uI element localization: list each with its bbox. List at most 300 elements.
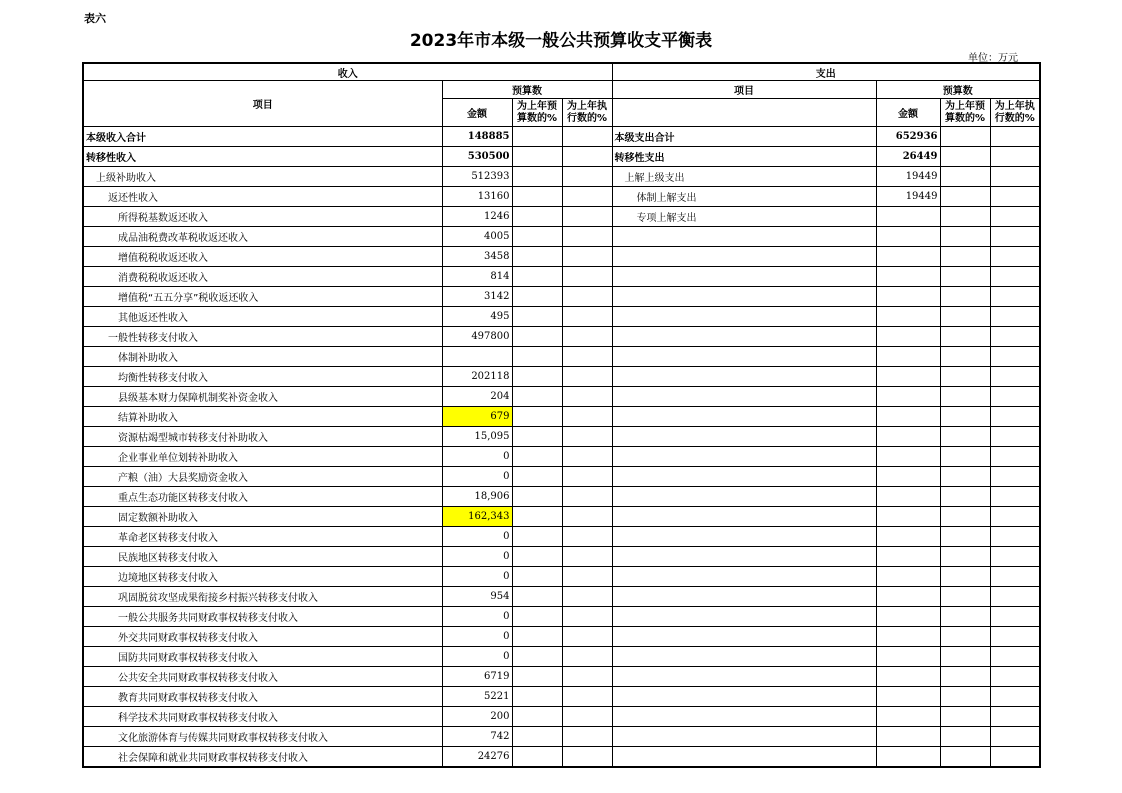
expense-pct-prev-exec bbox=[990, 627, 1040, 647]
income-pct-prev-exec bbox=[562, 707, 612, 727]
expense-item-name bbox=[612, 667, 876, 687]
expense-pct-prev-budget bbox=[940, 747, 990, 768]
income-pct-prev-exec bbox=[562, 227, 612, 247]
table-row bbox=[83, 547, 1040, 567]
income-pct-prev-exec bbox=[562, 727, 612, 747]
table-row bbox=[83, 127, 1040, 147]
expense-pct-prev-budget bbox=[940, 587, 990, 607]
income-item-name: 成品油税费改革税收返还收入 bbox=[83, 227, 442, 247]
expense-pct-prev-budget bbox=[940, 407, 990, 427]
expense-item-amount bbox=[876, 647, 940, 667]
income-pct-prev-exec bbox=[562, 687, 612, 707]
income-item-name: 民族地区转移支付收入 bbox=[83, 547, 442, 567]
income-item-amount: 6719 bbox=[442, 667, 512, 687]
expense-pct-prev-budget bbox=[940, 467, 990, 487]
income-pct-prev-exec bbox=[562, 667, 612, 687]
budget-balance-table bbox=[82, 62, 1041, 768]
expense-item-amount bbox=[876, 547, 940, 567]
expense-item-amount bbox=[876, 447, 940, 467]
expense-pct-prev-budget bbox=[940, 347, 990, 367]
expense-pct-prev-exec bbox=[990, 607, 1040, 627]
expense-pct-prev-exec-header: 为上年执行数的% bbox=[990, 99, 1040, 127]
expense-item-amount bbox=[876, 607, 940, 627]
expense-item-name bbox=[612, 527, 876, 547]
income-pct-prev-budget-header: 为上年预算数的% bbox=[512, 99, 562, 127]
table-row bbox=[83, 507, 1040, 527]
expense-item-name: 体制上解支出 bbox=[612, 187, 876, 207]
income-pct-prev-budget bbox=[512, 607, 562, 627]
table-row bbox=[83, 407, 1040, 427]
income-item-amount bbox=[442, 347, 512, 367]
income-pct-prev-exec bbox=[562, 647, 612, 667]
expense-pct-prev-budget bbox=[940, 367, 990, 387]
table-row bbox=[83, 667, 1040, 687]
expense-item-name bbox=[612, 287, 876, 307]
income-pct-prev-exec bbox=[562, 447, 612, 467]
income-item-amount: 15,095 bbox=[442, 427, 512, 447]
income-item-name: 革命老区转移支付收入 bbox=[83, 527, 442, 547]
income-pct-prev-exec bbox=[562, 187, 612, 207]
expense-pct-prev-budget bbox=[940, 427, 990, 447]
expense-item-name bbox=[612, 487, 876, 507]
income-pct-prev-exec bbox=[562, 587, 612, 607]
income-item-name: 巩固脱贫攻坚成果衔接乡村振兴转移支付收入 bbox=[83, 587, 442, 607]
expense-item-name bbox=[612, 407, 876, 427]
expense-item-amount bbox=[876, 667, 940, 687]
expense-pct-prev-exec bbox=[990, 527, 1040, 547]
income-pct-prev-exec bbox=[562, 567, 612, 587]
income-item-name: 外交共同财政事权转移支付收入 bbox=[83, 627, 442, 647]
income-item-name: 文化旅游体育与传媒共同财政事权转移支付收入 bbox=[83, 727, 442, 747]
unit-label: 单位：万元 bbox=[968, 53, 1018, 64]
income-pct-prev-budget bbox=[512, 167, 562, 187]
income-group-header: 收入 bbox=[83, 63, 612, 81]
income-item-amount: 202118 bbox=[442, 367, 512, 387]
income-pct-prev-budget bbox=[512, 267, 562, 287]
expense-pct-prev-exec bbox=[990, 207, 1040, 227]
table-row bbox=[83, 227, 1040, 247]
table-row bbox=[83, 247, 1040, 267]
income-item-amount: 1246 bbox=[442, 207, 512, 227]
table-row bbox=[83, 367, 1040, 387]
expense-pct-prev-exec bbox=[990, 127, 1040, 147]
income-item-name: 国防共同财政事权转移支付收入 bbox=[83, 647, 442, 667]
income-item-amount: 24276 bbox=[442, 747, 512, 768]
expense-item-name bbox=[612, 387, 876, 407]
expense-pct-prev-exec bbox=[990, 227, 1040, 247]
expense-item-amount bbox=[876, 207, 940, 227]
income-pct-prev-budget bbox=[512, 727, 562, 747]
income-pct-prev-budget bbox=[512, 587, 562, 607]
income-item-name: 返还性收入 bbox=[83, 187, 442, 207]
expense-pct-prev-budget bbox=[940, 387, 990, 407]
expense-item-name bbox=[612, 447, 876, 467]
income-item-amount: 3142 bbox=[442, 287, 512, 307]
income-pct-prev-exec bbox=[562, 627, 612, 647]
income-item-name: 结算补助收入 bbox=[83, 407, 442, 427]
expense-group-header: 支出 bbox=[612, 63, 1040, 81]
expense-pct-prev-budget bbox=[940, 267, 990, 287]
expense-pct-prev-exec bbox=[990, 567, 1040, 587]
income-pct-prev-exec bbox=[562, 367, 612, 387]
expense-pct-prev-exec bbox=[990, 467, 1040, 487]
income-item-amount: 200 bbox=[442, 707, 512, 727]
income-item-header: 项目 bbox=[83, 81, 442, 127]
income-pct-prev-exec bbox=[562, 547, 612, 567]
expense-item-amount bbox=[876, 407, 940, 427]
expense-pct-prev-exec bbox=[990, 447, 1040, 467]
income-item-name: 企业事业单位划转补助收入 bbox=[83, 447, 442, 467]
income-item-name: 资源枯竭型城市转移支付补助收入 bbox=[83, 427, 442, 447]
income-pct-prev-exec bbox=[562, 127, 612, 147]
income-pct-prev-exec bbox=[562, 247, 612, 267]
income-pct-prev-exec bbox=[562, 327, 612, 347]
income-item-amount: 742 bbox=[442, 727, 512, 747]
income-item-amount: 0 bbox=[442, 527, 512, 547]
expense-item-name bbox=[612, 747, 876, 768]
table-row bbox=[83, 567, 1040, 587]
income-amount-header: 金额 bbox=[442, 99, 512, 127]
income-pct-prev-budget bbox=[512, 247, 562, 267]
expense-item-name bbox=[612, 367, 876, 387]
expense-item-amount bbox=[876, 627, 940, 647]
table-row bbox=[83, 727, 1040, 747]
expense-pct-prev-exec bbox=[990, 387, 1040, 407]
expense-pct-prev-budget bbox=[940, 647, 990, 667]
expense-item-amount bbox=[876, 747, 940, 768]
expense-item-amount: 26449 bbox=[876, 147, 940, 167]
expense-item-name bbox=[612, 307, 876, 327]
income-pct-prev-exec bbox=[562, 407, 612, 427]
expense-item-name bbox=[612, 707, 876, 727]
income-pct-prev-budget bbox=[512, 127, 562, 147]
table-row bbox=[83, 187, 1040, 207]
expense-pct-prev-exec bbox=[990, 507, 1040, 527]
income-pct-prev-budget bbox=[512, 627, 562, 647]
table-row bbox=[83, 467, 1040, 487]
income-pct-prev-budget bbox=[512, 567, 562, 587]
expense-pct-prev-exec bbox=[990, 147, 1040, 167]
income-pct-prev-exec bbox=[562, 167, 612, 187]
income-pct-prev-budget bbox=[512, 687, 562, 707]
income-item-amount: 530500 bbox=[442, 147, 512, 167]
income-pct-prev-exec bbox=[562, 607, 612, 627]
expense-pct-prev-budget-header: 为上年预算数的% bbox=[940, 99, 990, 127]
income-pct-prev-budget bbox=[512, 347, 562, 367]
expense-item-amount bbox=[876, 367, 940, 387]
expense-pct-prev-exec bbox=[990, 687, 1040, 707]
income-item-amount: 814 bbox=[442, 267, 512, 287]
expense-pct-prev-exec bbox=[990, 167, 1040, 187]
income-item-amount: 0 bbox=[442, 627, 512, 647]
expense-pct-prev-budget bbox=[940, 127, 990, 147]
expense-pct-prev-exec bbox=[990, 287, 1040, 307]
table-row bbox=[83, 307, 1040, 327]
expense-amount-header: 金额 bbox=[876, 99, 940, 127]
table-row bbox=[83, 267, 1040, 287]
income-pct-prev-budget bbox=[512, 307, 562, 327]
expense-pct-prev-budget bbox=[940, 727, 990, 747]
expense-item-amount bbox=[876, 467, 940, 487]
expense-pct-prev-budget bbox=[940, 687, 990, 707]
table-row bbox=[83, 587, 1040, 607]
income-pct-prev-budget bbox=[512, 527, 562, 547]
expense-pct-prev-budget bbox=[940, 287, 990, 307]
expense-pct-prev-budget bbox=[940, 167, 990, 187]
income-item-name: 转移性收入 bbox=[83, 147, 442, 167]
income-pct-prev-exec bbox=[562, 507, 612, 527]
income-item-name: 固定数额补助收入 bbox=[83, 507, 442, 527]
expense-item-name bbox=[612, 467, 876, 487]
expense-item-subheader bbox=[612, 99, 876, 127]
table-row bbox=[83, 447, 1040, 467]
income-pct-prev-budget bbox=[512, 207, 562, 227]
income-pct-prev-budget bbox=[512, 407, 562, 427]
expense-pct-prev-exec bbox=[990, 247, 1040, 267]
expense-item-amount bbox=[876, 567, 940, 587]
table-row bbox=[83, 687, 1040, 707]
income-pct-prev-exec bbox=[562, 287, 612, 307]
income-item-name: 科学技术共同财政事权转移支付收入 bbox=[83, 707, 442, 727]
income-pct-prev-exec bbox=[562, 147, 612, 167]
expense-item-amount bbox=[876, 247, 940, 267]
income-item-name: 消费税税收返还收入 bbox=[83, 267, 442, 287]
table-row bbox=[83, 147, 1040, 167]
income-pct-prev-exec bbox=[562, 467, 612, 487]
income-pct-prev-exec bbox=[562, 527, 612, 547]
expense-item-name: 上解上级支出 bbox=[612, 167, 876, 187]
expense-pct-prev-exec bbox=[990, 367, 1040, 387]
expense-pct-prev-budget bbox=[940, 227, 990, 247]
income-item-name: 县级基本财力保障机制奖补资金收入 bbox=[83, 387, 442, 407]
income-pct-prev-budget bbox=[512, 327, 562, 347]
income-pct-prev-exec-header: 为上年执行数的% bbox=[562, 99, 612, 127]
expense-item-amount bbox=[876, 707, 940, 727]
expense-pct-prev-budget bbox=[940, 187, 990, 207]
income-item-name: 一般性转移支付收入 bbox=[83, 327, 442, 347]
expense-pct-prev-exec bbox=[990, 667, 1040, 687]
income-item-name: 教育共同财政事权转移支付收入 bbox=[83, 687, 442, 707]
expense-pct-prev-exec bbox=[990, 647, 1040, 667]
income-item-amount: 495 bbox=[442, 307, 512, 327]
expense-pct-prev-exec bbox=[990, 347, 1040, 367]
income-item-amount: 0 bbox=[442, 567, 512, 587]
income-item-amount: 679 bbox=[442, 407, 512, 427]
income-pct-prev-budget bbox=[512, 387, 562, 407]
page-title: 2023年市本级一般公共预算收支平衡表 bbox=[409, 31, 713, 51]
income-pct-prev-budget bbox=[512, 707, 562, 727]
expense-pct-prev-exec bbox=[990, 547, 1040, 567]
income-item-amount: 204 bbox=[442, 387, 512, 407]
expense-pct-prev-exec bbox=[990, 307, 1040, 327]
income-item-amount: 162,343 bbox=[442, 507, 512, 527]
expense-item-header: 项目 bbox=[612, 81, 876, 99]
table-row bbox=[83, 647, 1040, 667]
table-row bbox=[83, 207, 1040, 227]
income-item-name: 增值税税收返还收入 bbox=[83, 247, 442, 267]
expense-item-amount bbox=[876, 287, 940, 307]
income-pct-prev-budget bbox=[512, 467, 562, 487]
income-pct-prev-budget bbox=[512, 447, 562, 467]
income-item-name: 社会保障和就业共同财政事权转移支付收入 bbox=[83, 747, 442, 768]
income-item-name: 边境地区转移支付收入 bbox=[83, 567, 442, 587]
income-item-amount: 4005 bbox=[442, 227, 512, 247]
expense-item-name bbox=[612, 647, 876, 667]
income-item-amount: 0 bbox=[442, 467, 512, 487]
expense-pct-prev-budget bbox=[940, 507, 990, 527]
table-row bbox=[83, 387, 1040, 407]
expense-item-amount bbox=[876, 227, 940, 247]
expense-item-name bbox=[612, 607, 876, 627]
expense-item-amount bbox=[876, 307, 940, 327]
expense-pct-prev-exec bbox=[990, 727, 1040, 747]
income-item-name: 公共安全共同财政事权转移支付收入 bbox=[83, 667, 442, 687]
expense-item-amount bbox=[876, 347, 940, 367]
expense-item-name: 本级支出合计 bbox=[612, 127, 876, 147]
expense-pct-prev-exec bbox=[990, 267, 1040, 287]
income-pct-prev-exec bbox=[562, 747, 612, 768]
income-item-amount: 5221 bbox=[442, 687, 512, 707]
expense-item-amount bbox=[876, 507, 940, 527]
table-row bbox=[83, 427, 1040, 447]
expense-pct-prev-budget bbox=[940, 527, 990, 547]
income-pct-prev-budget bbox=[512, 147, 562, 167]
table-row bbox=[83, 607, 1040, 627]
expense-pct-prev-budget bbox=[940, 707, 990, 727]
income-pct-prev-budget bbox=[512, 427, 562, 447]
expense-item-name bbox=[612, 247, 876, 267]
expense-pct-prev-exec bbox=[990, 707, 1040, 727]
expense-pct-prev-exec bbox=[990, 487, 1040, 507]
expense-item-amount bbox=[876, 727, 940, 747]
income-item-amount: 148885 bbox=[442, 127, 512, 147]
table-row bbox=[83, 327, 1040, 347]
income-pct-prev-exec bbox=[562, 387, 612, 407]
income-item-amount: 0 bbox=[442, 447, 512, 467]
table-row bbox=[83, 287, 1040, 307]
expense-item-name: 转移性支出 bbox=[612, 147, 876, 167]
expense-item-name bbox=[612, 347, 876, 367]
expense-item-amount bbox=[876, 387, 940, 407]
income-pct-prev-budget bbox=[512, 287, 562, 307]
expense-budget-header: 预算数 bbox=[876, 81, 1040, 99]
expense-item-amount bbox=[876, 687, 940, 707]
expense-item-name: 专项上解支出 bbox=[612, 207, 876, 227]
income-item-amount: 13160 bbox=[442, 187, 512, 207]
income-item-name: 本级收入合计 bbox=[83, 127, 442, 147]
income-item-name: 增值税“五五分享”税收返还收入 bbox=[83, 287, 442, 307]
expense-pct-prev-exec bbox=[990, 327, 1040, 347]
income-item-amount: 0 bbox=[442, 647, 512, 667]
expense-pct-prev-budget bbox=[940, 247, 990, 267]
income-pct-prev-budget bbox=[512, 227, 562, 247]
table-row bbox=[83, 707, 1040, 727]
expense-pct-prev-budget bbox=[940, 627, 990, 647]
income-item-amount: 512393 bbox=[442, 167, 512, 187]
expense-pct-prev-budget bbox=[940, 567, 990, 587]
table-row bbox=[83, 167, 1040, 187]
expense-item-name bbox=[612, 687, 876, 707]
expense-pct-prev-budget bbox=[940, 547, 990, 567]
expense-item-amount: 652936 bbox=[876, 127, 940, 147]
table-row bbox=[83, 747, 1040, 768]
expense-item-amount bbox=[876, 487, 940, 507]
income-pct-prev-budget bbox=[512, 747, 562, 768]
expense-item-amount bbox=[876, 587, 940, 607]
income-item-amount: 3458 bbox=[442, 247, 512, 267]
table-row bbox=[83, 347, 1040, 367]
income-item-amount: 18,906 bbox=[442, 487, 512, 507]
expense-pct-prev-budget bbox=[940, 307, 990, 327]
income-item-name: 一般公共服务共同财政事权转移支付收入 bbox=[83, 607, 442, 627]
expense-item-amount: 19449 bbox=[876, 187, 940, 207]
income-item-amount: 497800 bbox=[442, 327, 512, 347]
income-pct-prev-budget bbox=[512, 187, 562, 207]
table-row bbox=[83, 627, 1040, 647]
expense-item-name bbox=[612, 507, 876, 527]
expense-item-name bbox=[612, 267, 876, 287]
expense-pct-prev-exec bbox=[990, 747, 1040, 768]
sheet-label: 表六 bbox=[84, 12, 106, 25]
expense-item-name bbox=[612, 727, 876, 747]
expense-pct-prev-budget bbox=[940, 207, 990, 227]
table-row bbox=[83, 527, 1040, 547]
expense-item-amount bbox=[876, 527, 940, 547]
expense-item-amount: 19449 bbox=[876, 167, 940, 187]
income-budget-header: 预算数 bbox=[442, 81, 612, 99]
expense-pct-prev-budget bbox=[940, 447, 990, 467]
income-item-amount: 954 bbox=[442, 587, 512, 607]
income-pct-prev-budget bbox=[512, 367, 562, 387]
income-item-name: 所得税基数返还收入 bbox=[83, 207, 442, 227]
expense-pct-prev-exec bbox=[990, 187, 1040, 207]
income-item-amount: 0 bbox=[442, 607, 512, 627]
income-pct-prev-exec bbox=[562, 487, 612, 507]
income-pct-prev-budget bbox=[512, 487, 562, 507]
expense-pct-prev-exec bbox=[990, 587, 1040, 607]
income-item-name: 体制补助收入 bbox=[83, 347, 442, 367]
income-pct-prev-exec bbox=[562, 427, 612, 447]
expense-pct-prev-budget bbox=[940, 147, 990, 167]
expense-pct-prev-budget bbox=[940, 607, 990, 627]
expense-item-amount bbox=[876, 427, 940, 447]
income-pct-prev-budget bbox=[512, 507, 562, 527]
income-item-name: 其他返还性收入 bbox=[83, 307, 442, 327]
expense-item-amount bbox=[876, 327, 940, 347]
income-item-name: 均衡性转移支付收入 bbox=[83, 367, 442, 387]
expense-item-name bbox=[612, 627, 876, 647]
expense-item-name bbox=[612, 567, 876, 587]
expense-pct-prev-budget bbox=[940, 487, 990, 507]
income-item-name: 产粮（油）大县奖励资金收入 bbox=[83, 467, 442, 487]
table-row bbox=[83, 487, 1040, 507]
income-item-name: 重点生态功能区转移支付收入 bbox=[83, 487, 442, 507]
expense-item-name bbox=[612, 227, 876, 247]
expense-pct-prev-budget bbox=[940, 667, 990, 687]
income-pct-prev-budget bbox=[512, 647, 562, 667]
expense-pct-prev-budget bbox=[940, 327, 990, 347]
income-pct-prev-exec bbox=[562, 267, 612, 287]
income-item-name: 上级补助收入 bbox=[83, 167, 442, 187]
expense-item-amount bbox=[876, 267, 940, 287]
income-pct-prev-exec bbox=[562, 207, 612, 227]
expense-item-name bbox=[612, 327, 876, 347]
expense-pct-prev-exec bbox=[990, 427, 1040, 447]
income-pct-prev-exec bbox=[562, 307, 612, 327]
income-pct-prev-exec bbox=[562, 347, 612, 367]
income-pct-prev-budget bbox=[512, 667, 562, 687]
expense-item-name bbox=[612, 587, 876, 607]
